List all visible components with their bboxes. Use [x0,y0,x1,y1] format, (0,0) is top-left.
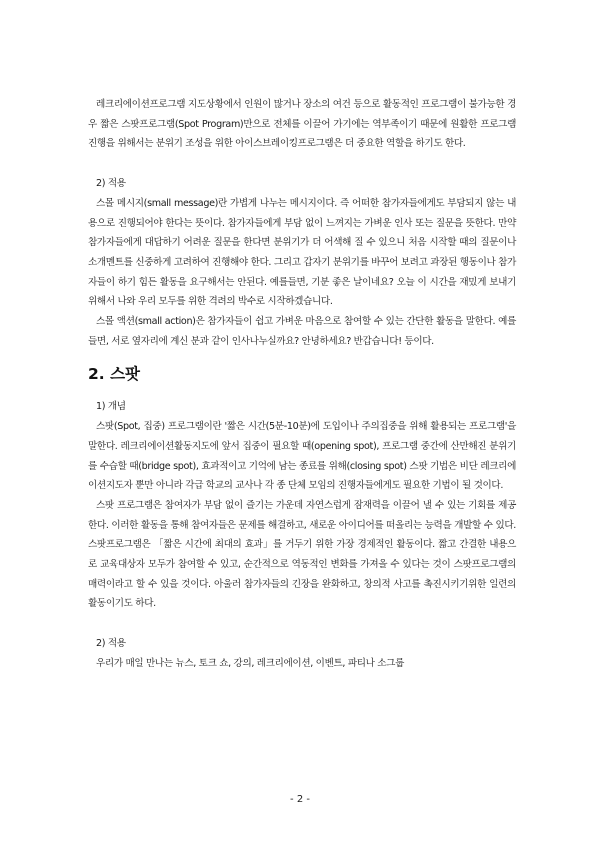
section-title-spot: 2. 스팟 [88,365,141,384]
page-number: - 2 - [290,794,310,805]
intro-paragraph: 레크리에이션프로그램 지도상황에서 인원이 많거나 장소의 여건 등으로 활동적인 프로그램이 불가능한 경우 짧은 스팟프로그램(Spot Program)만으로 전체를 이끌어 가기에는 역부족이기 때문에 원활한 프로그램진행을 위해서는 분위기 조성을 위한 아이스브레이킹프로그램은 더 중요한 역할을 하기도 한다. [88,99,516,150]
paragraph-spot-benefits: 스팟 프로그램은 참여자가 부담 없이 즐기는 가운데 자연스럽게 잠재력을 이끌어 낼 수 있는 기회를 제공한다. 이러한 활동을 통해 참여자들은 문제를 해결하고, 새로운 아이디어를 떠올리는 능력을 개발할 수 있다. 스팟프로그램은 「짧은 시간에 최대의 효과」를 거두기 위한 가장 경제적인 활동이다. 짧고 간결한 내용으로 교육대상자 모두가 참여할 수 있고, 순간적으로 역동적인 변화를 가져올 수 있다는 것이 스팟프로그램의 매력이라고 할 수 있을 것이다. 아울러 참가자들의 긴장을 완화하고, 창의적 사고를 촉진시키기위한 일련의 활동이기도 하다. [88,499,516,610]
paragraph-small-action: 스몰 액션(small action)은 참가자들이 쉽고 가벼운 마음으로 참여할 수 있는 간단한 활동을 말한다. 예를들면, 서로 옆자리에 계신 분과 같이 인사나누실까요? 안녕하세요? 반갑습니다! 등이다. [88,316,516,347]
spacer [88,351,516,361]
paragraph-spot-definition: 스팟(Spot, 집중) 프로그램이란 '짧은 시간(5분-10분)에 도입이나 주의집중을 위해 활용되는 프로그램'을 말한다. 레크리에이션활동지도에 앞서 집중이 필요할 때(opening spot), 프로그램 중간에 산만해진 분위기를 수습할 때(bridge spot), 효과적이고 기억에 남는 종료를 위해(closing spot) 스팟 기법은 비단 레크리에이션지도자 뿐만 아니라 각급 학교의 교사나 각 종 단체 모임의 진행자들에게도 필요한 기법이 될 것이다. [88,421,516,492]
page-content [88,95,516,674]
spacer [88,154,516,174]
subheading-concept: 1) 개념 [96,401,126,413]
subheading-application-1: 2) 적용 [96,178,126,190]
paragraph-application-start: 우리가 매일 만나는 뉴스, 토크 쇼, 강의, 레크리에이션, 이벤트, 파티나 소그룹 [96,657,405,669]
spacer [88,614,516,634]
spacer [88,387,516,397]
subheading-application-2: 2) 적용 [96,638,126,650]
paragraph-small-message: 스몰 메시지(small message)란 가볍게 나누는 메시지이다. 즉 어떠한 참가자들에게도 부담되지 않는 내용으로 진행되어야 한다는 뜻이다. 참가자들에게 부담 없이 느껴지는 가벼운 인사 또는 질문을 뜻한다. 만약 참가자들에게 대답하기 어려운 질문을 한다면 분위기가 더 어색해 질 수 있으니 처음 시작할 때의 질문이나 소개멘트를 신중하게 고려하여 진행해야 한다. 그리고 갑자기 분위기를 바꾸어 보려고 과장된 행동이나 참가자들이 하기 힘든 활동을 요구해서는 안된다. 예를들면, 기분 좋은 날이네요? 오늘 이 시간을 재밌게 보내기 위해서 나와 우리 모두를 위한 격려의 박수로 시작하겠습니다. [88,197,516,308]
